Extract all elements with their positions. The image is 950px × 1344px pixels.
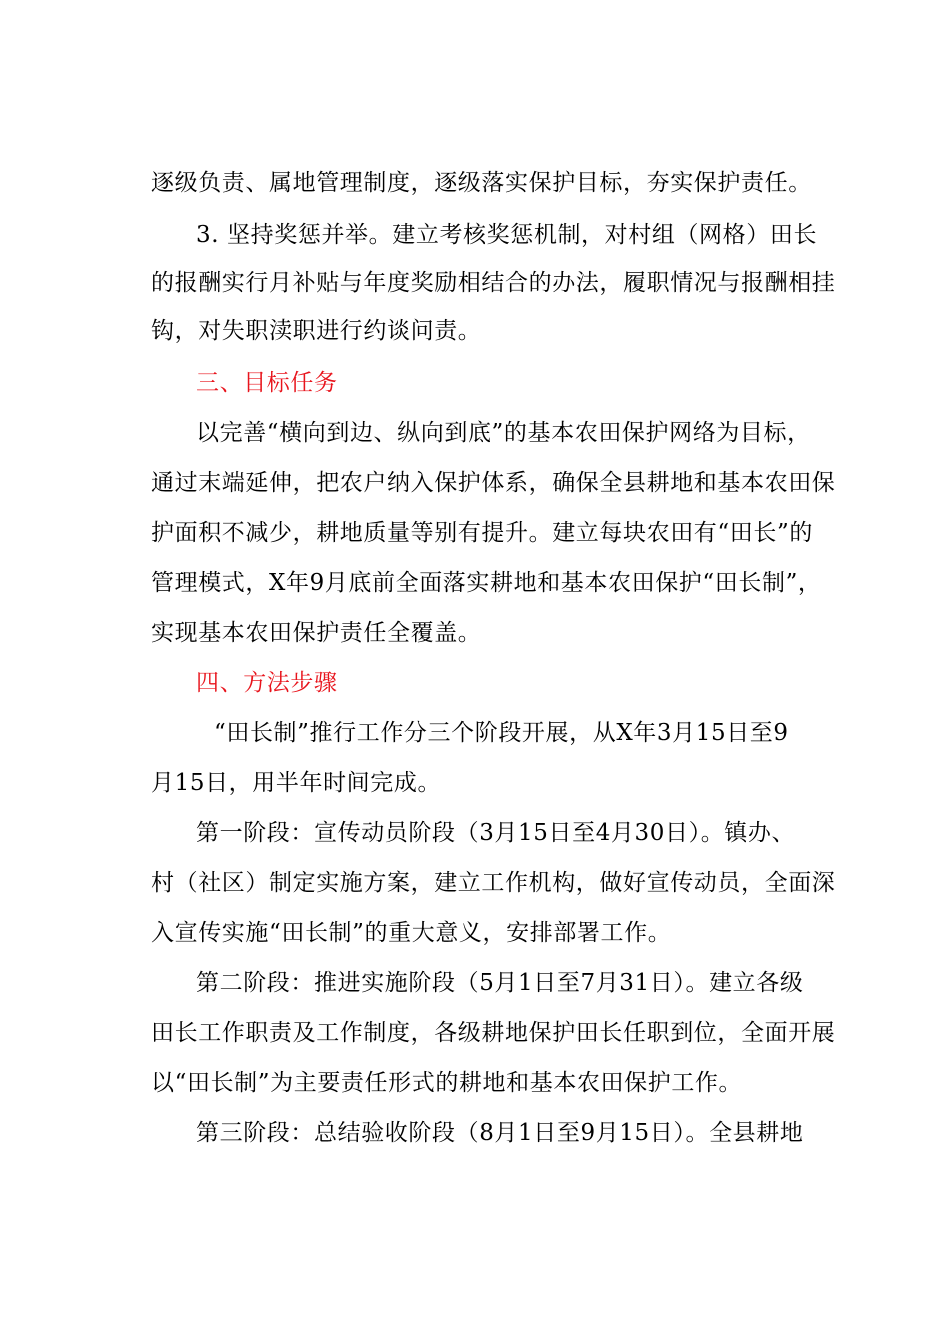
paragraph-line: 通过末端延伸，把农户纳入保护体系，确保全县耕地和基本农田保 (151, 470, 836, 496)
paragraph-line: 3. 坚持奖惩并举。建立考核奖惩机制，对村组（网格）田长 (196, 222, 818, 248)
paragraph-line: 管理模式，X年9月底前全面落实耕地和基本农田保护“田长制”， (151, 570, 822, 596)
paragraph-line: 月15日，用半年时间完成。 (151, 770, 442, 796)
paragraph-line: 的报酬实行月补贴与年度奖励相结合的办法，履职情况与报酬相挂 (151, 270, 836, 296)
paragraph-line: 田长工作职责及工作制度，各级耕地保护田长任职到位，全面开展 (151, 1020, 836, 1046)
section-heading-goals: 三、目标任务 (196, 370, 338, 396)
paragraph-line: 村（社区）制定实施方案，建立工作机构，做好宣传动员，全面深 (151, 870, 836, 896)
paragraph-line: “田长制”推行工作分三个阶段开展，从X年3月15日至9 (214, 720, 789, 746)
paragraph-line: 以完善“横向到边、纵向到底”的基本农田保护网络为目标， (196, 420, 811, 446)
paragraph-line: 以“田长制”为主要责任形式的耕地和基本农田保护工作。 (151, 1070, 743, 1096)
paragraph-line: 第三阶段：总结验收阶段（8月1日至9月15日）。全县耕地 (196, 1120, 804, 1146)
paragraph-line: 护面积不减少，耕地质量等别有提升。建立每块农田有“田长”的 (151, 520, 813, 546)
section-heading-methods: 四、方法步骤 (196, 670, 338, 696)
paragraph-line: 入宣传实施“田长制”的重大意义，安排部署工作。 (151, 920, 672, 946)
paragraph-line: 实现基本农田保护责任全覆盖。 (151, 620, 482, 646)
paragraph-line: 第二阶段：推进实施阶段（5月1日至7月31日）。建立各级 (196, 970, 804, 996)
paragraph-line: 逐级负责、属地管理制度，逐级落实保护目标，夯实保护责任。 (151, 170, 812, 196)
paragraph-line: 第一阶段：宣传动员阶段（3月15日至4月30日）。镇办、 (196, 820, 796, 846)
paragraph-line: 钩，对失职渎职进行约谈问责。 (151, 318, 482, 344)
